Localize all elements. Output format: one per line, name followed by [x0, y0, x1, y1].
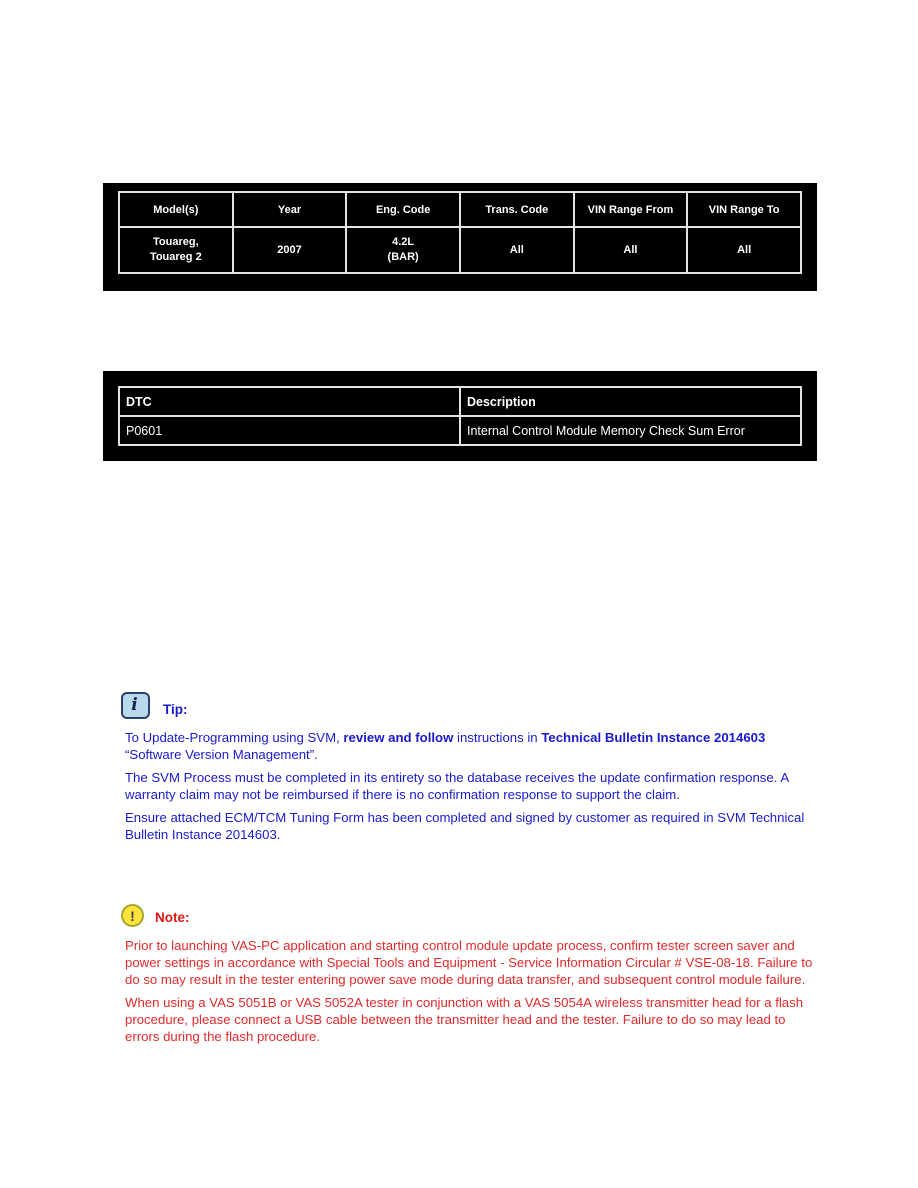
tip-paragraph-3: Ensure attached ECM/TCM Tuning Form has been completed and signed by customer as required in SVM Technical Bulletin Instance 2014603. [125, 810, 805, 842]
cell-eng-code-line1: 4.2L [392, 236, 415, 248]
col-header-eng-code: Eng. Code [346, 192, 460, 227]
cell-eng-code-line2: (BAR) [387, 251, 419, 263]
vehicle-table [118, 191, 802, 274]
cell-vin-range-to: All [687, 227, 801, 273]
dtc-table-header-row [119, 387, 801, 416]
note-paragraph-1: Prior to launching VAS-PC application and starting control module update process, confirm tester screen saver and power settings in accordance with Special Tools and Equipment - Service Information Circular # VSE-08-18. Failure to do so may result in the tester entering power save mode during data transfer, and subsequent control module failure. [125, 938, 813, 987]
cell-eng-code [346, 227, 460, 273]
dtc-table [118, 386, 802, 446]
col-header-vin-range-to: VIN Range To [687, 192, 801, 227]
col-header-description: Description [460, 387, 801, 416]
tip-paragraph-2: The SVM Process must be completed in its entirety so the database receives the update confirmation response. A warranty claim may not be reimbursed if there is no confirmation response to support the claim. [125, 770, 789, 802]
info-icon-glyph: i [131, 695, 138, 715]
vehicle-table-data-row [119, 227, 801, 273]
vehicle-table-header-row [119, 192, 801, 227]
col-header-trans-code: Trans. Code [460, 192, 574, 227]
col-header-models: Model(s) [119, 192, 233, 227]
cell-vin-range-from: All [574, 227, 688, 273]
vehicle-table-panel [103, 183, 817, 291]
col-header-vin-range-from: VIN Range From [574, 192, 688, 227]
info-icon [121, 692, 150, 719]
note-body [125, 937, 819, 1051]
col-header-dtc: DTC [119, 387, 460, 416]
cell-year: 2007 [233, 227, 347, 273]
cell-trans-code: All [460, 227, 574, 273]
note-header [121, 904, 190, 927]
tip-header [121, 692, 188, 719]
note-label: Note: [155, 910, 190, 925]
tip-paragraph-1: To Update-Programming using SVM, review and follow instructions in Technical Bulletin Instance 2014603 “Software Version Management”. [125, 730, 766, 762]
cell-dtc-description: Internal Control Module Memory Check Sum Error [460, 416, 801, 445]
cell-dtc-code: P0601 [119, 416, 460, 445]
cell-models-line2: Touareg 2 [149, 251, 202, 263]
tip-label: Tip: [163, 702, 188, 717]
tip-body [125, 729, 817, 849]
cell-models-line1: Touareg, [153, 236, 199, 248]
warning-icon [121, 904, 144, 927]
warning-icon-glyph: ! [130, 907, 135, 924]
dtc-table-panel [103, 371, 817, 461]
note-paragraph-2: When using a VAS 5051B or VAS 5052A tester in conjunction with a VAS 5054A wireless transmitter head for a flash procedure, please connect a USB cable between the transmitter head and the tester. Failure to do so may lead to errors during the flash procedure. [125, 995, 804, 1044]
dtc-table-data-row [119, 416, 801, 445]
col-header-year: Year [233, 192, 347, 227]
cell-models [119, 227, 233, 273]
